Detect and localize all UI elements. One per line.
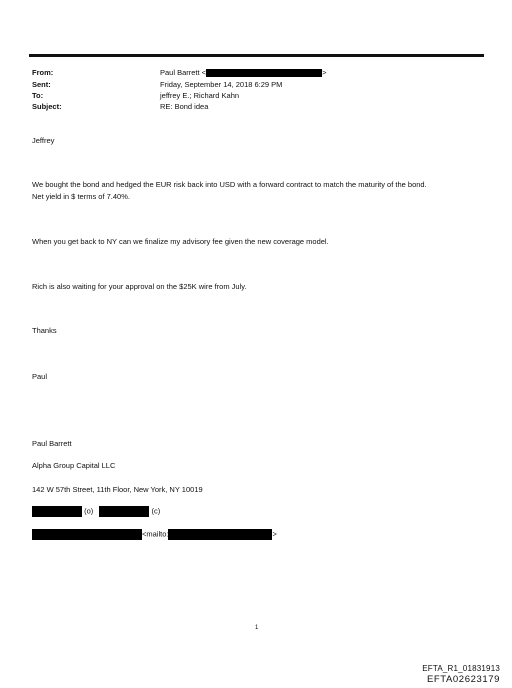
signature-address: 142 W 57th Street, 11th Floor, New York, NY 10019 bbox=[32, 485, 203, 494]
mailto-open: <mailto: bbox=[142, 529, 169, 539]
from-name: Paul Barrett < bbox=[160, 68, 207, 77]
signature-name: Paul Barrett bbox=[32, 439, 72, 448]
from-close: > bbox=[322, 68, 327, 77]
to-value: jeffrey E.; Richard Kahn bbox=[160, 91, 240, 100]
bates-number-secondary: EFTA02623179 bbox=[426, 674, 500, 685]
subject-label: Subject: bbox=[32, 102, 62, 111]
redaction-block bbox=[99, 506, 149, 517]
redaction-block bbox=[206, 69, 322, 77]
sent-label: Sent: bbox=[32, 80, 51, 89]
paragraph-line: We bought the bond and hedged the EUR risk back into USD with a forward contract to match the maturity of the bond. bbox=[32, 180, 427, 189]
sent-value: Friday, September 14, 2018 6:29 PM bbox=[160, 80, 283, 89]
paragraph-line: Net yield in $ terms of 7.40%. bbox=[32, 192, 130, 201]
office-tag: (o) bbox=[84, 506, 94, 516]
bates-number-primary: EFTA_R1_01831913 bbox=[422, 664, 500, 673]
redaction-block bbox=[32, 506, 82, 517]
email-line bbox=[32, 529, 277, 540]
paragraph: Rich is also waiting for your approval on the $25K wire from July. bbox=[32, 282, 247, 291]
redaction-block bbox=[168, 529, 272, 540]
paragraph: When you get back to NY can we finalize my advisory fee given the new coverage model. bbox=[32, 237, 329, 246]
from-value bbox=[160, 68, 326, 77]
thanks-line: Thanks bbox=[32, 326, 57, 335]
signoff: Paul bbox=[32, 372, 48, 381]
cell-tag: (c) bbox=[151, 506, 161, 516]
redaction-block bbox=[32, 529, 142, 540]
header-divider bbox=[29, 54, 484, 57]
to-label: To: bbox=[32, 91, 44, 100]
page-number: 1 bbox=[255, 625, 259, 631]
mailto-close: > bbox=[272, 529, 277, 539]
subject-value: RE: Bond idea bbox=[160, 102, 209, 111]
signature-company: Alpha Group Capital LLC bbox=[32, 461, 116, 470]
greeting: Jeffrey bbox=[32, 136, 55, 145]
phone-line bbox=[32, 506, 160, 517]
from-label: From: bbox=[32, 68, 54, 77]
